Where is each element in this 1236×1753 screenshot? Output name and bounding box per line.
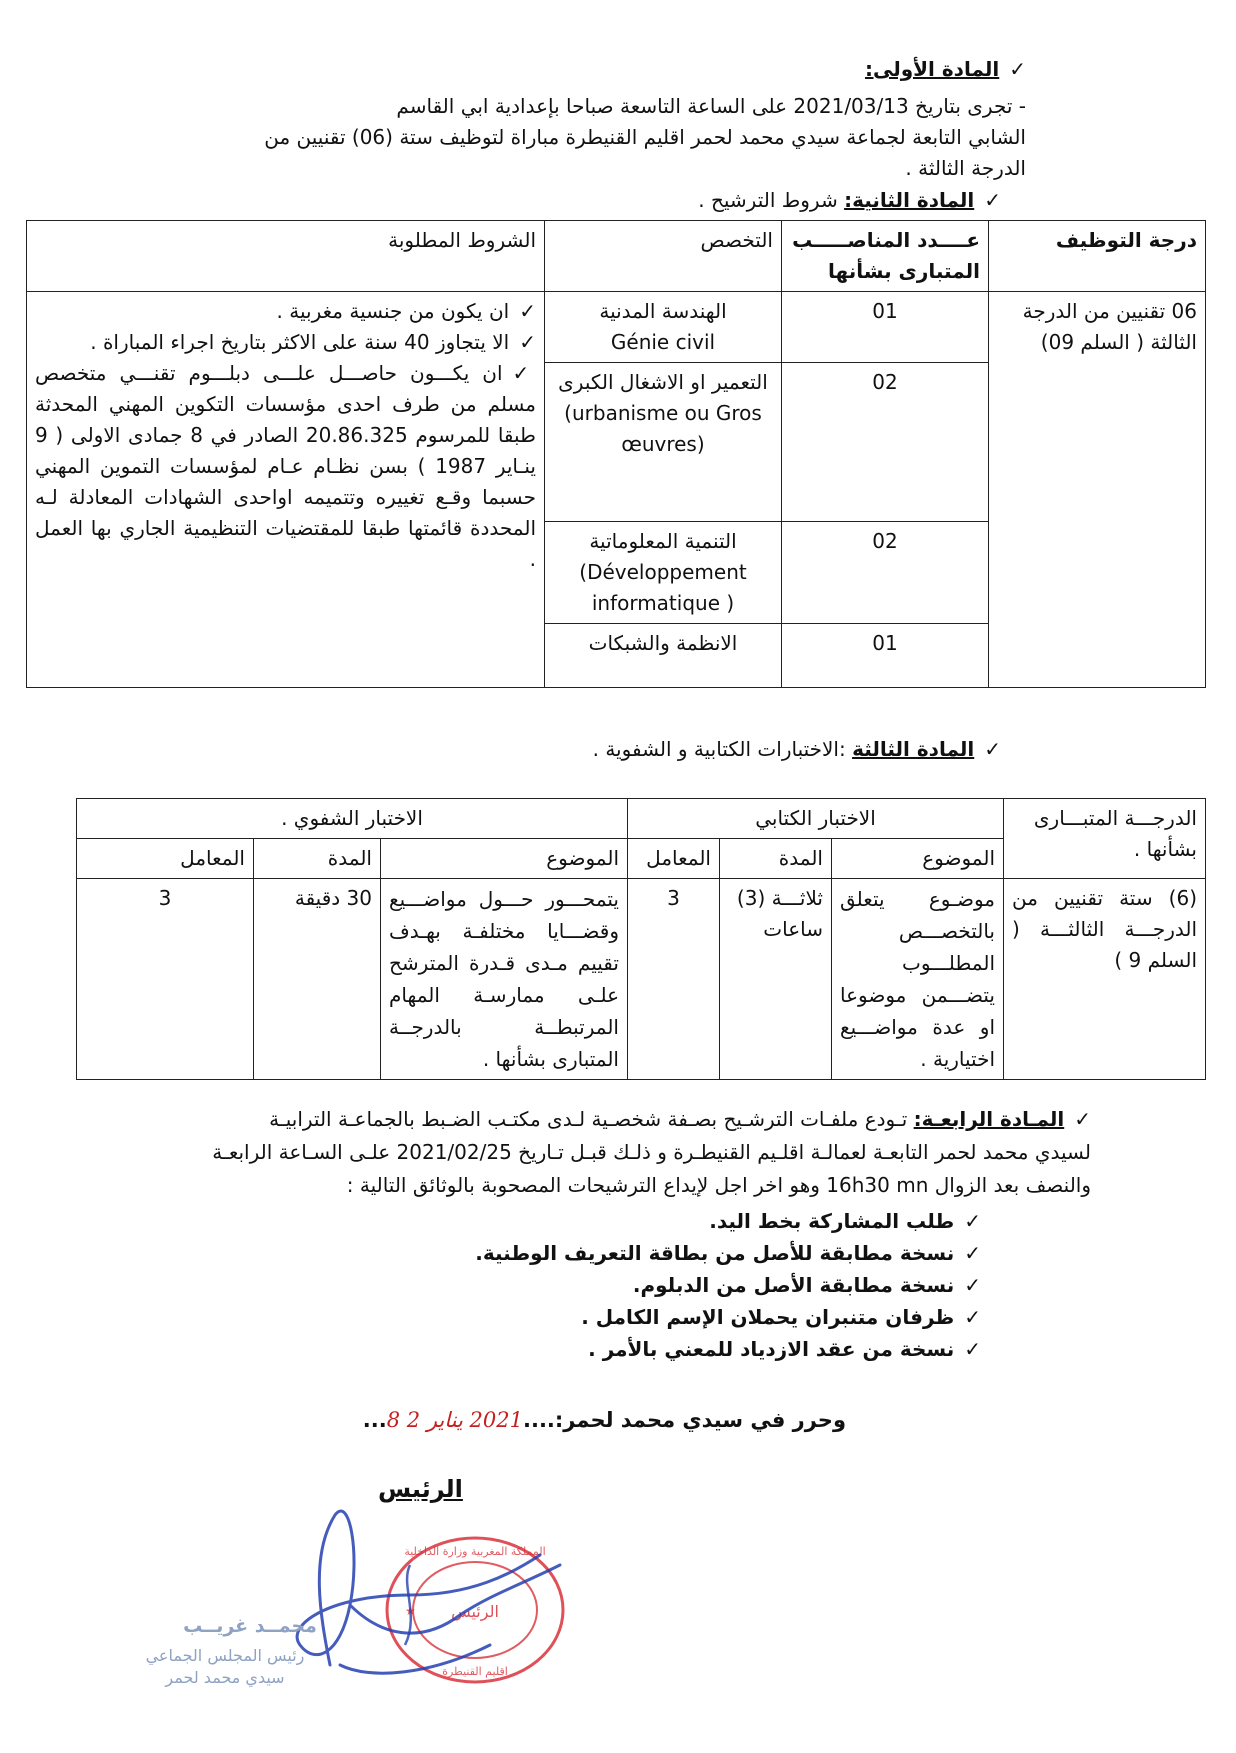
handwritten-date: 2021 يناير 2 8 — [386, 1408, 523, 1432]
list-item: ✓ظرفان متنبران يحملان الإسم الكامل . — [581, 1305, 981, 1329]
specialty-cell — [545, 624, 782, 688]
conditions-table — [26, 220, 1206, 688]
sub-subject: الموضوع — [381, 839, 628, 879]
article2-text: شروط الترشيح . — [698, 188, 845, 212]
oral-coef-cell: 3 — [77, 879, 254, 1080]
grade-cell: 06 تقنيين من الدرجة الثالثة ( السلم 09) — [989, 292, 1206, 688]
article4-label: المـادة الرابعـة: — [913, 1107, 1065, 1131]
sub-coef: المعامل — [77, 839, 254, 879]
header-grade: درجة التوظيف — [989, 221, 1206, 292]
list-item: ✓نسخة مطابقة للأصل من بطاقة التعريف الوطنية. — [475, 1241, 981, 1265]
written-duration-cell: ثلاثـــة (3) ساعات — [720, 879, 832, 1080]
posts-cell: 02 — [782, 363, 989, 522]
article1-label: المادة الأولى: — [864, 57, 1000, 81]
posts-cell: 01 — [782, 624, 989, 688]
list-item: ✓نسخة من عقد الازدياد للمعني بالأمر . — [588, 1337, 981, 1361]
article1-line-2: الشابي التابعة لجماعة سيدي محمد لحمر اقليم القنيطرة مباراة لتوظيف ستة (06) تقنيين من — [264, 125, 1026, 149]
grade-cell: (6) ستة تقنيين من الدرجـــة الثالثـــة ( السلم 9 ) — [1004, 879, 1206, 1080]
documents-list — [475, 1205, 981, 1365]
oral-subject-cell: يتمحـــور حـــول مواضـــيع وقضـــايا مختلفـة بهـدف تقييم مـدى قـدرة المترشح علـى ممارسـة المهام المرتبطــة بالدرجــة المتبارى بشأنها . — [381, 879, 628, 1080]
specialty-fr: Génie civil — [610, 330, 716, 354]
table2-header-row — [77, 799, 1206, 839]
specialty-fr: (Développement informatique ) — [579, 560, 747, 615]
table1-header-row — [27, 221, 1206, 292]
specialty-fr: (urbanisme ou Gros œuvres) — [564, 401, 762, 456]
oral-duration-cell: 30 دقيقة — [254, 879, 381, 1080]
header-posts: عــــدد المناصـــــب المتبارى بشأنها — [782, 221, 989, 292]
signoff-date-line: وحرر في سيدي محمد لحمر:....2021 يناير 2 8... — [362, 1408, 846, 1432]
check-icon: ✓ — [519, 330, 536, 354]
article3-label: المادة الثالثة — [852, 737, 975, 761]
check-icon: ✓ — [964, 1337, 981, 1361]
article2-heading — [698, 186, 1001, 215]
check-icon: ✓ — [984, 188, 1001, 212]
svg-text:اقليم القنيطرة: اقليم القنيطرة — [442, 1665, 508, 1678]
sub-subject: الموضوع — [832, 839, 1004, 879]
header-specialty: التخصص — [545, 221, 782, 292]
check-icon: ✓ — [964, 1273, 981, 1297]
header-grade: الدرجـــة المتبـــارى بشأنها . — [1004, 799, 1206, 879]
sub-coef: المعامل — [628, 839, 720, 879]
article4-line-1: ✓المـادة الرابعـة: تـودع ملفـات الترشـيح بصـفة شخصـية لـدى مكتـب الضـبط بالجماعـة الترابيـة — [269, 1107, 1091, 1131]
sub-duration: المدة — [254, 839, 381, 879]
specialty-ar: الهندسة المدنية — [599, 299, 727, 323]
check-icon: ✓ — [964, 1241, 981, 1265]
svg-text:★: ★ — [405, 1604, 416, 1618]
check-icon: ✓ — [984, 737, 1001, 761]
check-icon: ✓ — [1009, 57, 1026, 81]
article3-text: :الاختبارات الكتابية و الشفوية . — [592, 737, 853, 761]
written-coef-cell: 3 — [628, 879, 720, 1080]
signoff-place: وحرر في سيدي محمد لحمر: — [554, 1408, 846, 1432]
check-icon: ✓ — [964, 1305, 981, 1329]
article2-label: المادة الثانية: — [844, 188, 975, 212]
article1-line-1: - تجرى بتاريخ 2021/03/13 على الساعة التاسعة صباحا بإعدادية ابي القاسم — [396, 94, 1026, 118]
article1-line-3: الدرجة الثالثة . — [905, 156, 1026, 180]
check-icon: ✓ — [512, 361, 536, 385]
written-subject-cell: موضـوع يتعلق بالتخصـــص المطلـــوب يتضـــمن موضوعا او عدة مواضـــيع اختيارية . — [832, 879, 1004, 1080]
article3-heading — [593, 735, 1001, 764]
list-item: ✓نسخة مطابقة الأصل من الدبلوم. — [632, 1273, 981, 1297]
list-item: ✓ان يكون من جنسية مغربية . — [276, 299, 536, 323]
table-row — [77, 879, 1206, 1080]
header-written: الاختبار الكتابي — [628, 799, 1004, 839]
header-conditions: الشروط المطلوبة — [27, 221, 545, 292]
svg-text:المملكة المغربية وزارة الداخلي: المملكة المغربية وزارة الداخلية — [404, 1545, 546, 1558]
check-icon: ✓ — [964, 1209, 981, 1233]
article1-heading — [865, 55, 1026, 84]
president-title: الرئيس — [378, 1475, 463, 1503]
specialty-cell — [545, 292, 782, 363]
svg-text:الرئيس: الرئيس — [451, 1602, 499, 1621]
list-item: ✓الا يتجاوز 40 سنة على الاكثر بتاريخ اجراء المباراة . — [90, 330, 536, 354]
stamp-role: رئيس المجلس الجماعي سيدي محمد لحمر — [145, 1646, 305, 1687]
conditions-cell — [27, 292, 545, 688]
conditions-list — [35, 296, 536, 575]
specialty-cell — [545, 363, 782, 522]
article4-line-2: لسيدي محمد لحمر التابعـة لعمالـة اقلـيم القنيطـرة و ذلـك قبـل تـاريخ 2021/02/25 علـى السـاعة الرابعـة — [212, 1140, 1091, 1164]
check-icon: ✓ — [1074, 1107, 1091, 1131]
posts-cell: 02 — [782, 522, 989, 624]
check-icon: ✓ — [519, 299, 536, 323]
header-oral: الاختبار الشفوي . — [77, 799, 628, 839]
specialty-ar: التعمير او الاشغال الكبرى — [558, 370, 768, 394]
list-item: ✓طلب المشاركة بخط اليد. — [709, 1209, 981, 1233]
table-row — [27, 292, 1206, 363]
article4-line-3: والنصف بعد الزوال 16h30 mn وهو اخر اجل لإيداع الترشيحات المصحوبة بالوثائق التالية : — [346, 1173, 1091, 1197]
posts-cell: 01 — [782, 292, 989, 363]
stamp-name: محمــد غريــب — [183, 1615, 317, 1637]
specialty-ar: الانظمة والشبكات — [588, 631, 738, 655]
list-item: ✓ان يكـــون حاصـــل علـــى دبلـــوم تقنـــي متخصص مسلم من طرف احدى مؤسسات التكوين المهني المحدثة طبقا للمرسوم 20.86.325 الصادر في 8 جمادى الاولى ( 9 ينـاير 1987 ) بسن نظـام عـام لمؤسسات التموين المهني حسبما وقـع تغييره وتتميمه اواحدى الشهادات المعادلة لـه المحددة قائمتها طبقا للمقتضيات التنظيمية الجاري بها العمل . — [35, 361, 536, 571]
specialty-cell — [545, 522, 782, 624]
specialty-ar: التنمية المعلوماتية — [589, 529, 737, 553]
sub-duration: المدة — [720, 839, 832, 879]
exams-table — [76, 798, 1206, 1080]
